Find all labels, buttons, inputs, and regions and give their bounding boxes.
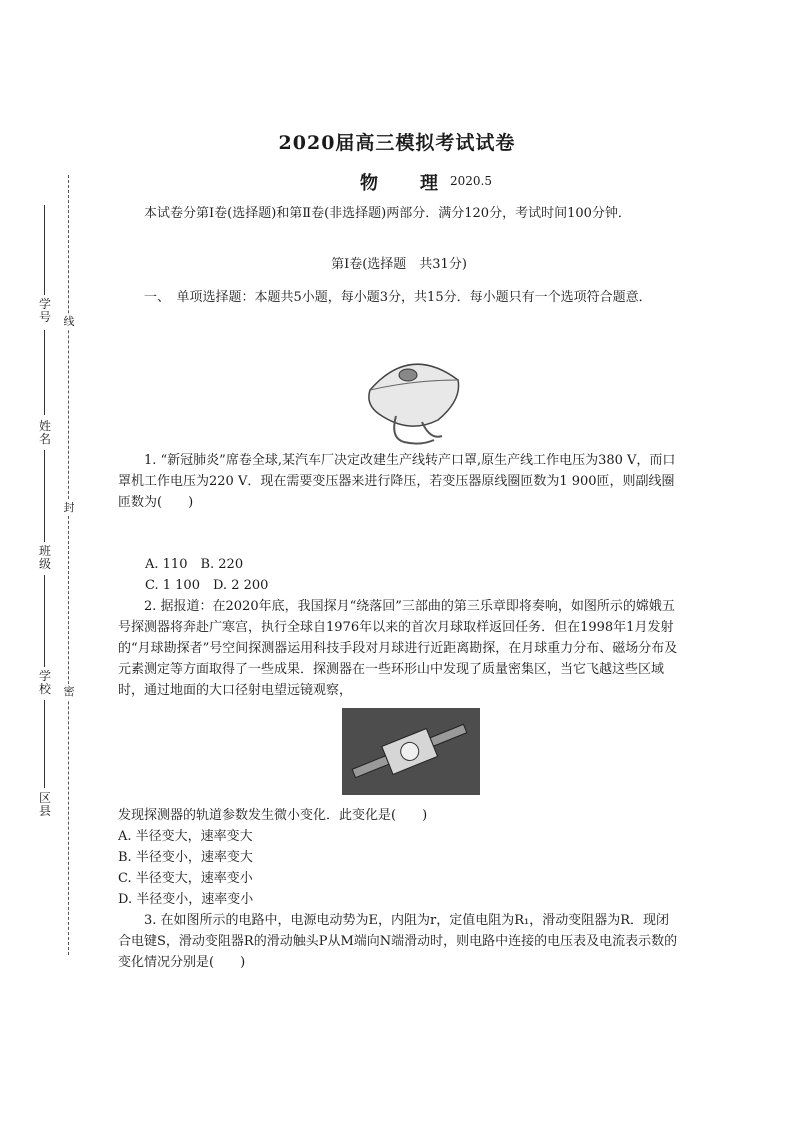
subject-char-1: 物 (360, 173, 378, 194)
binding-dashed-line (68, 175, 69, 955)
question-2-option-d: D. 半径变小，速率变小 (118, 892, 254, 907)
part1-instructions: 一、 单项选择题：本题共5小题，每小题3分，共15分．每小题只有一个选项符合题意． (144, 290, 652, 305)
exam-date: 2020.5 (450, 174, 492, 188)
probe-image (342, 708, 480, 795)
name-label: 姓名 (38, 419, 51, 446)
question-2-option-b: B. 半径变小，速率变大 (118, 850, 253, 865)
student-id-line (44, 205, 45, 295)
section-title: 第Ⅰ卷(选择题 共31分) (331, 257, 467, 272)
class-line (44, 450, 45, 542)
binding-word-mi: 密 (63, 685, 75, 698)
question-2-option-a: A. 半径变大，速率变大 (118, 829, 253, 844)
question-3-text: 3. 在如图所示的电路中，电源电动势为E，内阻为r，定值电阻为R₁，滑动变阻器为R．现闭合电键S，滑动变阻器R的滑动触头P从M端向N端滑动时，则电路中连接的电压表及电流表示数的变化情况分别是( ) (118, 913, 678, 970)
district-label: 区县 (38, 791, 51, 818)
binding-word-feng: 封 (63, 501, 75, 514)
class-label: 班级 (38, 544, 51, 571)
student-id-label: 学号 (38, 297, 51, 324)
school-label: 学校 (38, 669, 51, 696)
exam-title: 2020届高三模拟考试试卷 (278, 132, 516, 154)
question-2-stem: 发现探测器的轨道参数发生微小变化．此变化是( ) (118, 808, 428, 823)
district-line (44, 700, 45, 788)
binding-word-xian: 线 (63, 315, 75, 328)
exam-intro: 本试卷分第Ⅰ卷(选择题)和第Ⅱ卷(非选择题)两部分．满分120分，考试时间100分钟． (144, 206, 631, 221)
face-mask-image (360, 350, 468, 445)
subject-title (360, 169, 438, 195)
question-2-option-c: C. 半径变大，速率变小 (118, 871, 253, 886)
question-1-text: 1. “新冠肺炎”席卷全球,某汽车厂决定改建生产线转产口罩,原生产线工作电压为380 V，而口罩机工作电压为220 V．现在需要变压器来进行降压，若变压器原线圈匝数为1 900匝，则副线圈匝数为( ) (118, 453, 676, 510)
subject-char-2: 理 (420, 173, 438, 194)
school-line (44, 575, 45, 667)
name-line (44, 330, 45, 415)
question-2-text: 2. 据报道：在2020年底，我国探月“绕落回”三部曲的第三乐章即将奏响，如图所示的嫦娥五号探测器将奔赴广寒宫，执行全球自1976年以来的首次月球取样返回任务．但在1998年1月发射的“月球勘探者”号空间探测器运用科技手段对月球进行近距离勘探，在月球重力分布、磁场分布及元素测定等方面取得了一些成果．探测器在一些环形山中发现了质量密集区，当它飞越这些区域时，通过地面的大口径射电望远镜观察， (118, 599, 678, 698)
question-1-options-cd: C. 1 100 D. 2 200 (145, 578, 269, 593)
question-1-options-ab: A. 110 B. 220 (145, 557, 244, 572)
